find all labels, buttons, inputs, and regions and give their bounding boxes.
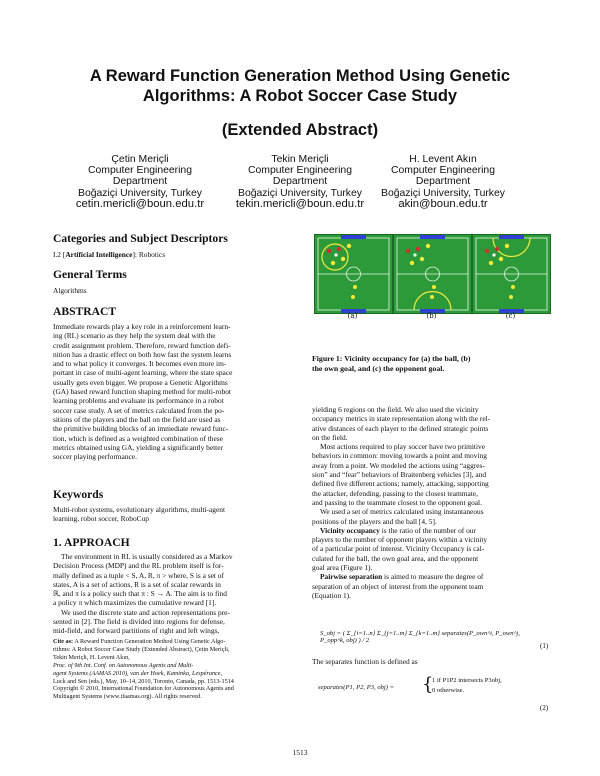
abstract-line: (GA) based reward function shaping method for multi-robot — [53, 387, 231, 397]
citation-line: agent Systems (AAMAS 2010), van der Hoek, Kaminka, Lespérance, — [53, 669, 223, 677]
abstract-line: ing (RL) scenario as they help the system deal with the — [53, 331, 216, 341]
figure-caption-line: Figure 1: Vicinity occupancy for (a) the ball, (b) — [312, 354, 471, 363]
body-line: occupancy metrics in state representation along with the rel- — [312, 414, 491, 424]
approach-line: mid-field, and forward partitions of right and left wings, — [53, 626, 220, 636]
author-email[interactable]: tekin.mericli@boun.edu.tr — [235, 197, 365, 210]
body-line: goal area (Figure 1). — [312, 563, 373, 573]
citation-label: Cite as: — [53, 638, 74, 645]
abstract-line: Immediate rewards play a key role in a reinforcement learn- — [53, 322, 231, 331]
body-line: positions of the players and the ball [4, 5]. — [312, 516, 437, 526]
body-line: the attacker, defending, passing to the closest teammate, — [312, 488, 478, 498]
body-line — [312, 526, 560, 535]
body-line: defined five different actions; namely, attacking, supporting — [312, 479, 489, 489]
equation-2-cases — [432, 676, 552, 696]
categories-prefix: I.2 [ — [53, 250, 66, 259]
abstract-line: metrics obtained using GA, yielding a significantly better — [53, 442, 223, 452]
paper-title-line-1: A Reward Function Generation Method Using Genetic — [89, 67, 511, 85]
abstract-line: the primitive building blocks of an immediate reward func- — [53, 424, 229, 434]
categories-suffix: ]: Robotics — [132, 250, 166, 259]
body-line: (Equation 1). — [312, 590, 351, 600]
citation-line — [53, 638, 300, 646]
keywords-heading: Keywords — [53, 488, 104, 501]
keywords-line: learning, robot soccer, RoboCup — [53, 514, 149, 524]
figure-label-a: (a) — [347, 312, 358, 320]
citation-text: A Reward Function Generation Method Using Genetic Algo- — [74, 638, 226, 645]
author-name: Tekin Meriçli — [271, 154, 329, 165]
abstract-body — [53, 322, 300, 461]
citation-line: Multiagent Systems (www.ifaamas.org). All rights reserved. — [53, 693, 202, 701]
author-affiliation: Boğaziçi University, Turkey — [381, 187, 505, 199]
body-line: of a particular point of interest. Vicinity Occupancy is cal- — [312, 544, 485, 554]
pairwise-text: is aimed to measure the degree of — [382, 572, 484, 582]
author-dept: Department — [272, 176, 328, 188]
body-line: and passing to the teammate closest to the opponent goal. — [312, 497, 482, 507]
abstract-heading: ABSTRACT — [53, 305, 117, 318]
general-terms-heading: General Terms — [53, 268, 127, 281]
vicinity-term: Vicinity occupancy — [320, 525, 380, 535]
equation-2-number: (2) — [540, 704, 549, 712]
keywords-line: Multi-robot systems, evolutionary algorithms, multi-agent — [53, 505, 226, 514]
body-line: Most actions required to play soccer have two primitive — [320, 442, 486, 452]
separates-intro: The separates function is defined as — [312, 657, 418, 666]
figure-panel-a — [314, 234, 393, 314]
citation-line: Copyright © 2010, International Foundation for Autonomous Agents and — [53, 685, 234, 693]
paper-subtitle: (Extended Abstract) — [221, 121, 379, 139]
abstract-line: portant in case of multi-agent learning, where the state space — [53, 368, 233, 378]
body-line: culated for the ball, the own goal area, and the opponent — [312, 553, 479, 563]
approach-line: states, A is a set of actions, R is a set of scalar rewards in — [53, 579, 221, 589]
approach-body — [53, 552, 300, 636]
author-dept: Computer Engineering — [391, 165, 495, 177]
citation-line: Proc. of 9th Int. Conf. on Autonomous Agents and Multi- — [53, 661, 194, 669]
body-line: sion” and “fear” behaviors of Braitenberg vehicles [3], and — [312, 470, 487, 480]
author-affiliation: Boğaziçi University, Turkey — [78, 187, 202, 199]
equation-2-lhs: separates(P1, P2, P3, obj) = — [318, 684, 395, 691]
page-number: 1513 — [292, 748, 308, 757]
abstract-line: soccer playing performance. — [53, 452, 137, 462]
abstract-line: usually gets even bigger. We propose a Genetic Algorithms — [53, 377, 228, 387]
categories-bold: Artificial Intelligence — [65, 250, 133, 259]
author-name: H. Levent Akın — [409, 154, 477, 165]
soccer-field-c — [473, 235, 550, 313]
abstract-line: nition has a drastic effect on both how fast the system learns — [53, 349, 232, 359]
approach-line: mally defined as a tuple < S, A, R, π > where, S is a set of — [53, 570, 224, 580]
approach-line: Decision Process (MDP) and the RL problem itself is for- — [53, 561, 224, 571]
pairwise-term: Pairwise separation — [320, 572, 383, 582]
author-dept: Computer Engineering — [248, 165, 352, 177]
citation-block — [53, 638, 300, 701]
equation-2-case: 1 if P1P2 intersects P3obj, — [432, 677, 502, 684]
equation-2-case: 0 otherwise. — [432, 687, 465, 694]
body-line: yielding 6 regions on the field. We also used the vicinity — [312, 405, 479, 414]
equation-1: S_obj = ( Σ_{i=1..n} Σ_{j=1..m} Σ_{k=1..m} separates(P_own^i, P_own^j, P_opp^k, obj) ) / 2 — [320, 630, 520, 644]
body-line: We used a set of metrics calculated using instantaneous — [320, 507, 484, 517]
abstract-line: learning problems and evaluate its performance in a robot — [53, 396, 224, 406]
citation-line: Luck and Sen (eds.), May, 10–14, 2010, Toronto, Canada, pp. 1513-1514 — [53, 677, 234, 685]
keywords-body — [53, 505, 225, 524]
vicinity-text: is the ratio of the number of our — [379, 525, 476, 535]
body-line: separation of an object of interest from the opponent team — [312, 581, 484, 591]
figure-label-c: (c) — [505, 312, 516, 320]
abstract-line: credit assignment problem. Therefore, reward function defi- — [53, 340, 231, 350]
author-1 — [55, 154, 225, 210]
author-name: Çetin Meriçli — [111, 154, 169, 165]
figure-panel-b — [393, 234, 472, 314]
paper-title-line-2: Algorithms: A Robot Soccer Case Study — [142, 87, 458, 105]
body-line: away from a point. We modeled the actions using “aggres- — [312, 460, 485, 470]
citation-line: rithms: A Robot Soccer Case Study (Extended Abstract), Çetin Meriçli, — [53, 645, 230, 653]
author-email[interactable]: cetin.mericli@boun.edu.tr — [75, 197, 205, 210]
abstract-line: soccer case study. A set of metrics calculated from the po- — [53, 405, 225, 415]
soccer-field-b — [394, 235, 471, 313]
categories-heading: Categories and Subject Descriptors — [53, 232, 228, 245]
author-dept: Department — [415, 176, 471, 188]
author-email[interactable]: akin@boun.edu.tr — [398, 197, 488, 210]
abstract-line: sitions of the players and the ball on the field are used as — [53, 414, 221, 424]
approach-heading: 1. APPROACH — [53, 536, 130, 549]
body-line — [312, 572, 560, 581]
body-line: on the field. — [312, 432, 348, 442]
author-dept: Computer Engineering — [88, 165, 192, 177]
author-dept: Department — [112, 176, 168, 188]
author-3 — [358, 154, 528, 210]
right-column-body — [312, 405, 560, 600]
citation-line: Tekin Meriçli, H. Levent Akın, — [53, 653, 130, 661]
body-line: behaviors in common: moving towards a point and moving — [312, 451, 487, 461]
approach-line: The environment in RL is usually considered as a Markov — [61, 552, 233, 561]
categories-text — [53, 250, 165, 259]
abstract-line: and to what policy it converges. It becomes even more im- — [53, 359, 227, 369]
approach-line: sented in [2]. The field is divided into regions for defense, — [53, 617, 225, 627]
author-affiliation: Boğaziçi University, Turkey — [238, 187, 362, 199]
figure-caption-line: the own goal, and (c) the opponent goal. — [312, 364, 445, 373]
soccer-field-a — [315, 235, 392, 313]
general-terms-text: Algorithms — [53, 286, 87, 295]
figure-label-b: (b) — [426, 312, 437, 320]
approach-line: We used the discrete state and action representations pre- — [61, 607, 230, 617]
body-line: players to the number of opponent players within a vicinity — [312, 535, 488, 545]
abstract-line: tion, which is defined as a weighted combination of these — [53, 433, 223, 443]
figure-caption — [312, 354, 552, 374]
equation-2-brace: { — [422, 674, 434, 695]
approach-line: ℝ, and π is a policy such that π : S → A. The aim is to find — [53, 589, 227, 599]
figure-panel-c — [472, 234, 551, 314]
approach-line: a policy π which maximizes the cumulative reward [1]. — [53, 598, 217, 608]
equation-1-number: (1) — [540, 642, 549, 650]
body-line: ative distances of each player to the defined strategic points — [312, 423, 489, 433]
